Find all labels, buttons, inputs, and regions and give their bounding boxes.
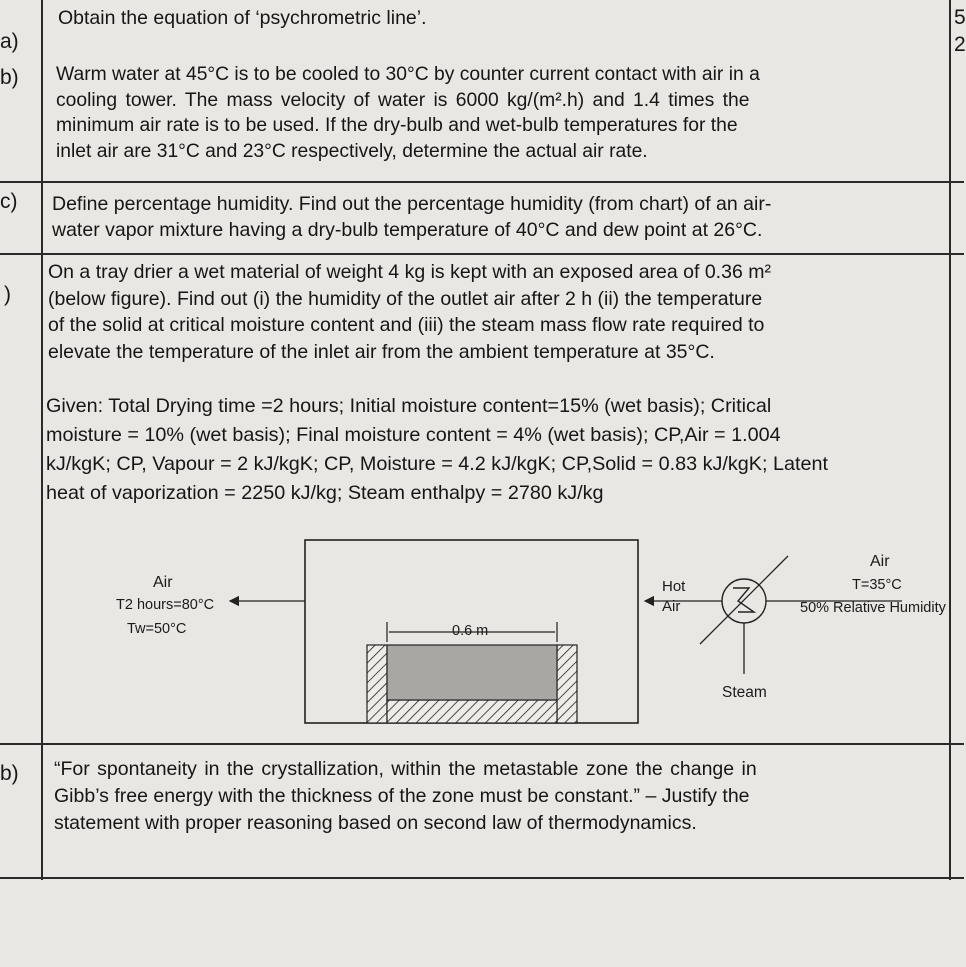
hot-air-label-2: Air [662,598,681,615]
wet-material [387,645,557,700]
row-divider-c [0,181,964,183]
inlet-relative-humidity: 50% Relative Humidity [800,600,946,616]
question-a [58,6,427,32]
question-b1 [56,62,760,164]
marks-2: 2 [954,33,966,56]
inlet-temperature: T=35°C [852,577,902,593]
label-c: c) [0,190,18,213]
drier-chamber [305,540,638,723]
tray-base [387,700,557,723]
heat-exchanger [722,579,766,623]
question-a-text: Obtain the equation of ‘psychrometric line’. [58,7,427,29]
question-d-line: On a tray drier a wet material of weight 4 kg is kept with an exposed area of 0.36 m² [48,261,771,283]
row-divider-d [0,253,964,255]
question-b2-line: statement with proper reasoning based on second law of thermodynamics. [54,812,697,834]
given-line: Given: Total Drying time =2 hours; Initial moisture content=15% (wet basis); Critical [46,395,772,417]
marks-column-divider [949,0,951,880]
inlet-air-label: Air [870,553,890,570]
label-b1: b) [0,66,19,89]
question-b2-line: Gibb’s free energy with the thickness of the zone must be constant.” – Justify the [54,785,750,807]
question-b2 [54,756,757,837]
hot-air-label: Hot [662,578,686,595]
question-d-given [46,392,828,508]
question-d-line: elevate the temperature of the inlet air from the ambient temperature at 35°C. [48,340,715,363]
given-line: moisture = 10% (wet basis); Final moisture content = 4% (wet basis); CP,Air = 1.004 [46,424,781,446]
steam-label: Steam [722,684,767,701]
tray-left-wall [367,645,387,723]
outlet-air-label: Air [153,574,173,591]
table-bottom-border [0,877,964,879]
question-b1-line: inlet air are 31°C and 23°C respectively, determine the actual air rate. [56,140,648,162]
question-d [48,259,771,365]
question-b1-line: minimum air rate is to be used. If the dry-bulb and wet-bulb temperatures for the [56,115,738,136]
heat-exchanger-diagonal [700,556,788,644]
wet-bulb-temperature: Tw=50°C [127,621,187,637]
row-divider-b2 [0,743,964,745]
label-b2: b) [0,762,19,785]
question-c-line: Define percentage humidity. Find out the percentage humidity (from chart) of an air- [52,193,772,215]
tray-width-label: 0.6 m [452,623,489,639]
marks-1: 5 [954,6,966,29]
outlet-temperature: T2 hours=80°C [116,597,215,613]
label-a: a) [0,30,19,53]
given-line: heat of vaporization = 2250 kJ/kg; Steam enthalpy = 2780 kJ/kg [46,482,604,504]
question-c-line: water vapor mixture having a dry-bulb temperature of 40°C and dew point at 26°C. [52,218,763,241]
question-c [52,192,771,243]
given-line: kJ/kgK; CP, Vapour = 2 kJ/kgK; CP, Moisture = 4.2 kJ/kgK; CP,Solid = 0.83 kJ/kgK; Latent [46,453,828,475]
question-d-line: (below figure). Find out (i) the humidity of the outlet air after 2 h (ii) the temperature [48,287,763,310]
question-b1-line: Warm water at 45°C is to be cooled to 30°C by counter current contact with air in a [56,64,760,85]
label-d: ) [4,283,11,306]
question-b2-line: “For spontaneity in the crystallization, within the metastable zone the change in [54,758,757,780]
label-column-divider [41,0,43,880]
question-d-line: of the solid at critical moisture content and (iii) the steam mass flow rate required to [48,314,765,336]
heat-exchanger-coil [733,588,754,612]
tray-right-wall [557,645,577,723]
question-b1-line: cooling tower. The mass velocity of water is 6000 kg/(m².h) and 1.4 times the [56,89,750,111]
